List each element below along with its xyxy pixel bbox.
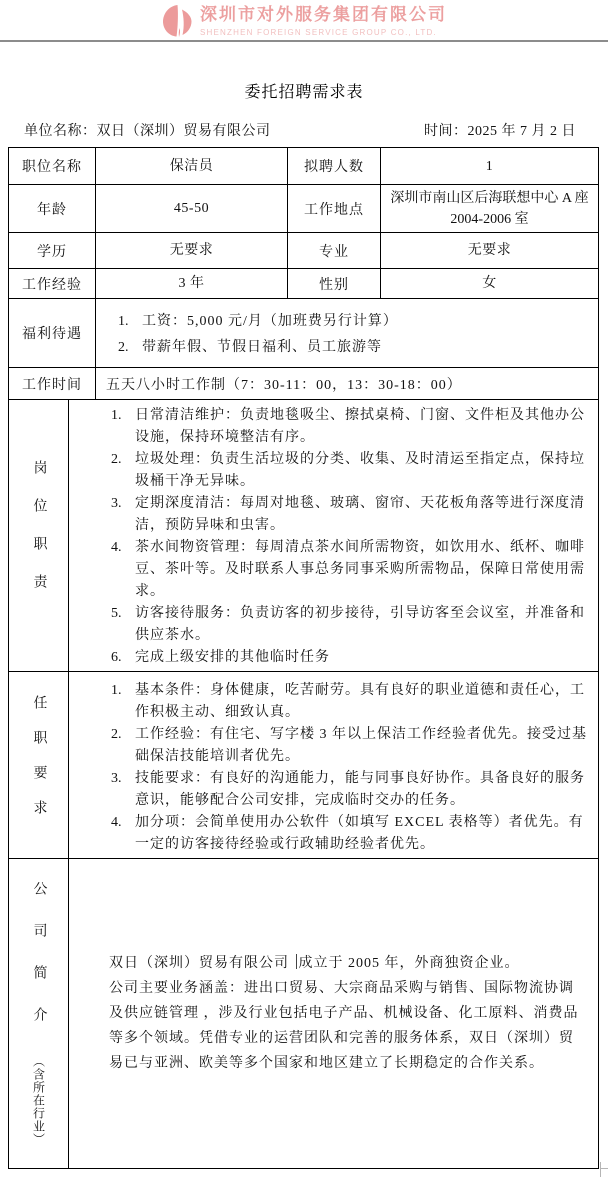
field-label: 性别: [288, 269, 381, 299]
profile-line-1-text-after: 成立于 2005 年，外商独资企业。: [298, 956, 520, 971]
list-item: [69, 603, 588, 647]
duties-vertical-label: 岗位职责: [31, 459, 47, 612]
table-row: [9, 233, 599, 269]
company-profile-label-sub: （含所在行业）: [31, 1055, 46, 1146]
company-name-block: [200, 5, 447, 38]
item-text: 定期深度清洁：每周对地毯、玻璃、窗帘、天花板角落等进行深度清洁，预防异味和虫害。: [135, 496, 585, 533]
list-item: [69, 405, 588, 449]
item-text: 工资：5,000 元/月（加班费另行计算）: [142, 314, 398, 329]
field-value: 无要求: [96, 233, 288, 269]
section-label-duties: [9, 400, 69, 672]
unit-name-value: 双日（深圳）贸易有限公司: [96, 124, 271, 139]
table-row: [9, 269, 599, 299]
list-item: [69, 680, 588, 724]
item-number: 4.: [111, 540, 122, 555]
field-label: 年龄: [9, 185, 96, 233]
profile-paragraph: 公司主要业务涵盖：进出口贸易、大宗商品采购与销售、国际物流协调及供应链管理 ，涉及行业包括电子产品、机械设备、化工原料、消费品等多个领域。凭借专业的运营团队和完善的服务体系，双日（深圳）贸易已与亚洲、欧美等多个国家和地区建立了长期稳定的合作关系。: [109, 981, 579, 1071]
date-line: [424, 120, 576, 140]
field-value: 无要求: [381, 233, 599, 269]
list-item: [69, 812, 588, 856]
company-name-cn: 深圳市对外服务集团有限公司: [200, 4, 447, 24]
item-text: 访客接待服务：负责访客的初步接待，引导访客至会议室，并准备和供应茶水。: [135, 606, 585, 643]
text-cursor: [296, 954, 297, 969]
requirements-content: [69, 672, 599, 859]
field-value: 45-50: [96, 185, 288, 233]
letterhead: [0, 4, 608, 38]
item-text: 茶水间物资管理：每周清点茶水间所需物资，如饮用水、纸杯、咖啡豆、茶叶等。及时联系人事总务同事采购所需物品，保障日常使用需求。: [135, 540, 585, 599]
company-profile-label-main: 公司简介: [31, 881, 47, 1049]
company-logo-icon: [161, 4, 193, 38]
field-label: 学历: [9, 233, 96, 269]
field-value: 保洁员: [96, 148, 288, 185]
unit-name-label: 单位名称：: [24, 124, 97, 139]
list-item: [69, 724, 588, 768]
item-number: 1.: [111, 683, 122, 698]
item-number: 6.: [111, 650, 122, 665]
field-value: 深圳市南山区后海联想中心 A 座 2004-2006 室: [381, 185, 599, 233]
item-number: 5.: [111, 606, 122, 621]
field-value: 女: [381, 269, 599, 299]
work-hours-row: [9, 368, 599, 400]
item-text: 垃圾处理：负责生活垃圾的分类、收集、及时清运至指定点，保持垃圾桶干净无异味。: [135, 452, 585, 489]
field-label: 工作经验: [9, 269, 96, 299]
detail-sections-table: [8, 399, 599, 1169]
field-value: 3 年: [96, 269, 288, 299]
item-text: 日常清洁维护：负责地毯吸尘、擦拭桌椅、门窗、文件柜及其他办公设施，保持环境整洁有序。: [135, 408, 585, 445]
page-margin-corner-mark: [594, 1162, 608, 1177]
welfare-content: [96, 299, 599, 368]
date-label: 时间：: [424, 124, 468, 139]
company-profile-content: [69, 859, 599, 1169]
item-number: 2.: [111, 452, 122, 467]
item-number: 4.: [111, 815, 122, 830]
date-value: 2025 年 7 月 2 日: [467, 124, 576, 139]
list-item: [69, 768, 588, 812]
list-item: [69, 493, 588, 537]
request-form-table: [8, 147, 598, 1169]
section-label-requirements: [9, 672, 69, 859]
field-label: 拟聘人数: [288, 148, 381, 185]
requirements-row: [9, 672, 599, 859]
duties-content: [69, 400, 599, 672]
welfare-row: [9, 299, 599, 368]
profile-line-1: [109, 951, 586, 976]
item-number: 3.: [111, 496, 122, 511]
item-text: 工作经验：有住宅、写字楼 3 年以上保洁工作经验者优先。接受过基础保洁技能培训者优先。: [135, 727, 587, 764]
list-item: [69, 537, 588, 603]
item-number: 1.: [118, 314, 129, 329]
field-value: 1: [381, 148, 599, 185]
item-text: 完成上级安排的其他临时任务: [135, 650, 330, 665]
field-label: 工作地点: [288, 185, 381, 233]
company-profile-vertical-label: [29, 881, 49, 1146]
work-hours-value: 五天八小时工作制（7：30-11：00，13：30-18：00）: [96, 368, 599, 400]
table-row: [9, 185, 599, 233]
page-title: 委托招聘需求表: [244, 84, 364, 101]
basic-info-table: [8, 147, 599, 400]
section-label-welfare: 福利待遇: [9, 299, 96, 368]
item-number: 2.: [118, 340, 129, 355]
item-text: 基本条件：身体健康，吃苦耐劳。具有良好的职业道德和责任心，工作积极主动、细致认真。: [135, 683, 585, 720]
company-name-en: SHENZHEN FOREIGN SERVICE GROUP CO., LTD.: [200, 27, 437, 37]
item-number: 1.: [111, 408, 122, 423]
duties-row: [9, 400, 599, 672]
list-item: [69, 647, 588, 669]
field-label: 职位名称: [9, 148, 96, 185]
requirements-vertical-label: 任职要求: [31, 695, 47, 835]
list-item: [69, 449, 588, 493]
list-item: [96, 335, 588, 361]
unit-name-line: [24, 120, 271, 140]
table-row: [9, 148, 599, 185]
item-text: 带薪年假、节假日福利、员工旅游等: [142, 340, 382, 355]
company-profile-row: [9, 859, 599, 1169]
list-item: [96, 309, 588, 335]
item-text: 技能要求：有良好的沟通能力，能与同事良好协作。具备良好的服务意识，能够配合公司安排，完成临时交办的任务。: [135, 771, 585, 808]
item-number: 3.: [111, 771, 122, 786]
item-number: 2.: [111, 727, 122, 742]
field-label: 专业: [288, 233, 381, 269]
profile-line-1-text: 双日（深圳）贸易有限公司: [109, 956, 294, 971]
section-label-company-profile: [9, 859, 69, 1169]
section-label-work-hours: 工作时间: [9, 368, 96, 400]
letterhead-divider: [0, 40, 608, 42]
item-text: 加分项：会简单使用办公软件（如填写 EXCEL 表格等）者优先。有一定的访客接待经验或行政辅助经验者优先。: [135, 815, 584, 852]
